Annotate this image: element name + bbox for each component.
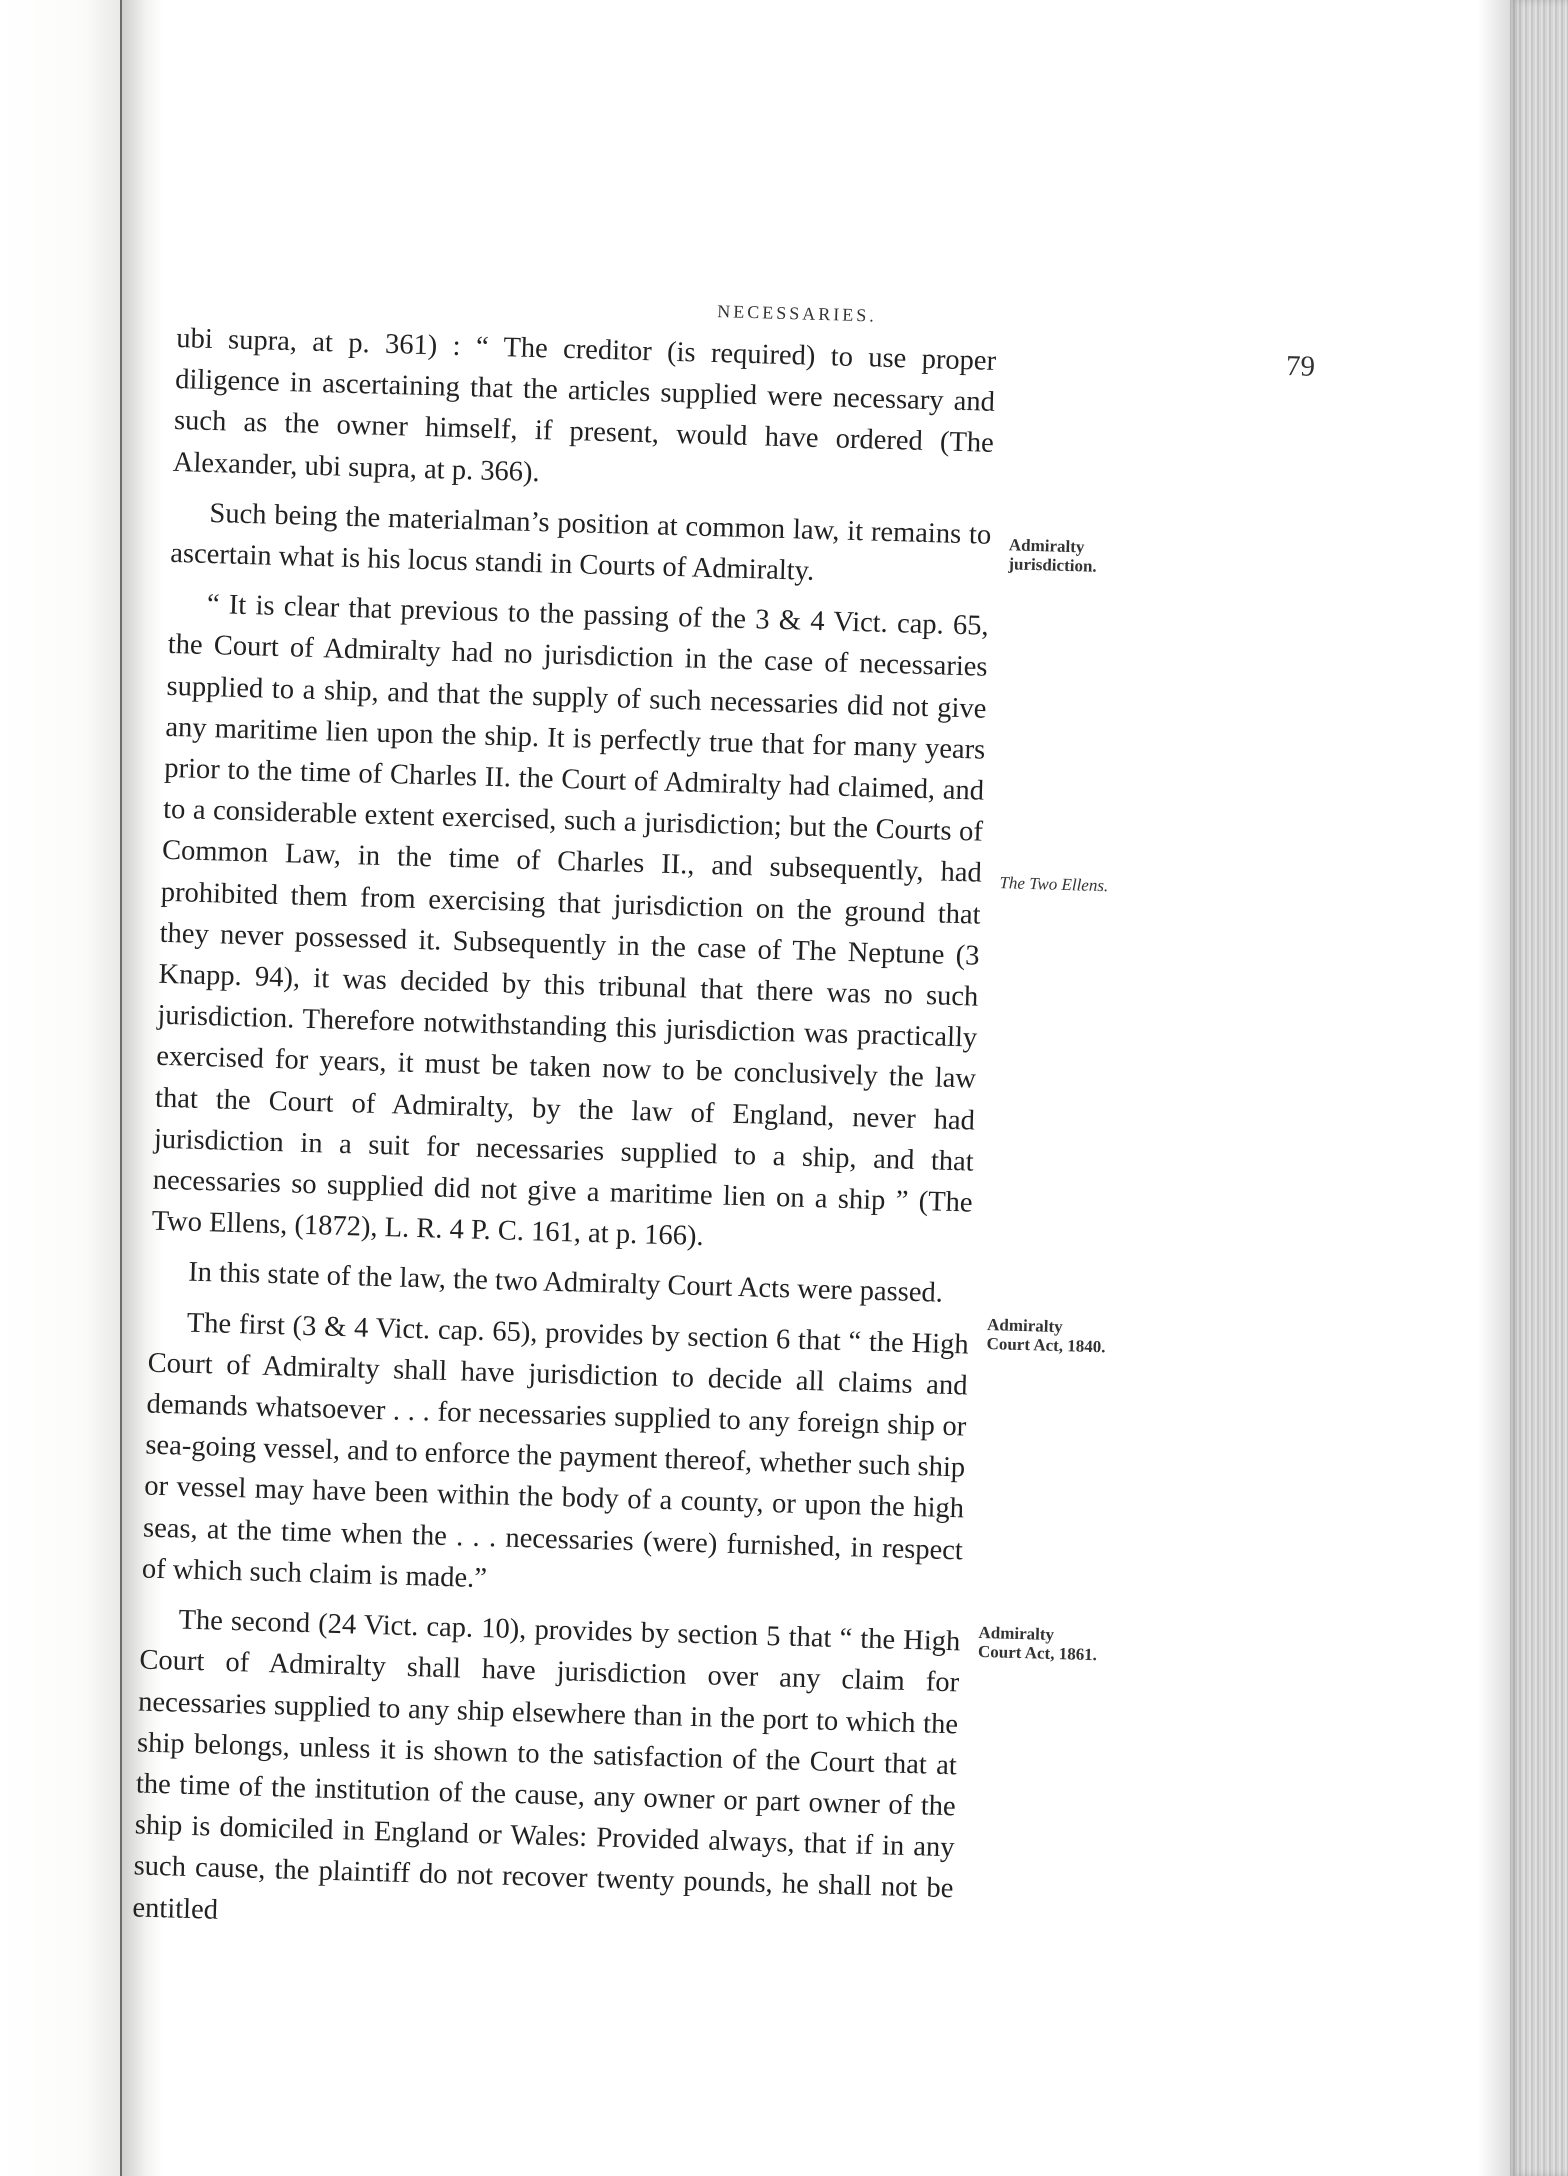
page-edge-shadow [1478, 0, 1510, 2176]
running-head: NECESSARIES. [717, 301, 878, 326]
paragraph-2: Such being the materialman’s position at common law, it remains to ascertain what is his locus standi in Courts of Admiralty. [169, 497, 992, 587]
page-number: 79 [1285, 349, 1316, 383]
body-text [132, 318, 997, 1960]
facing-page-edge [0, 0, 122, 2176]
paragraph-1: ubi supra, at p. 361) : “ The creditor (is required) to use proper diligence in ascertaining that the articles supplied were necessary and such as the owner himself, if present, would have ordered (The Alexander, ubi supra, at p. 366). [172, 322, 997, 488]
page-stack-edge [1510, 0, 1568, 2176]
paragraph-6: The second (24 Vict. cap. 10), provides by section 5 that “ the High Court of Admiralty shall have jurisdiction over any claim for necessaries supplied to any ship elsewhere than in the port to which the ship belongs, unless it is shown to the satisfaction of the Court that at the time of the institution of the cause, any owner or part owner of the ship is domiciled in England or Wales: Provided always, that if in any such cause, the plaintiff do not recover twenty pounds, he shall not be entitled [132, 1604, 961, 1926]
side-note-act-1840: Admiralty Court Act, 1840. [986, 1315, 1106, 1357]
side-note-act-1861: Admiralty Court Act, 1861. [977, 1622, 1098, 1665]
paragraph-4: In this state of the law, the two Admiralty Court Acts were passed. [187, 1257, 944, 1310]
paragraph-3: “ It is clear that previous to the passing of the 3 & 4 Vict. cap. 65, the Court of Admiralty had no jurisdiction in the case of necessaries supplied to a ship, and that the supply of such necessaries did not give any maritime lien upon the ship. It is perfectly true that for many years prior to the time of Charles II. the Court of Admiralty had claimed, and to a considerable extent exercised, such a jurisdiction; but the Courts of Common Law, in the time of Charles II., and subsequently, had prohibited them from exercising that jurisdiction on the ground that they never possessed it. Subsequently in the case of The Neptune (3 Knapp. 94), it was decided by this tribunal that there was no such jurisdiction. Therefore notwithstanding this jurisdiction was practically exercised for years, it must be taken now to be conclusively the law that the Court of Admiralty, by the law of England, never had jurisdiction in a suit for necessaries supplied to a ship, and that necessaries so supplied did not give a maritime lien on a ship ” (The Two Ellens, (1872), L. R. 4 P. C. 161, at p. 166). [151, 589, 990, 1253]
side-note-the-two-ellens: The Two Ellens. [999, 873, 1109, 896]
paragraph-5: The first (3 & 4 Vict. cap. 65), provides by section 6 that “ the High Court of Admiralty shall have jurisdiction to decide all claims and demands whatsoever . . . for necessaries supplied to any foreign ship or sea-going vessel, and to enforce the payment thereof, whether such ship or vessel may have been within the body of a county, or upon the high seas, at the time when the . . . necessaries (were) furnished, in respect of which such claim is made.” [141, 1307, 970, 1595]
side-note-admiralty-jurisdiction: Admiralty jurisdiction. [1008, 535, 1097, 576]
